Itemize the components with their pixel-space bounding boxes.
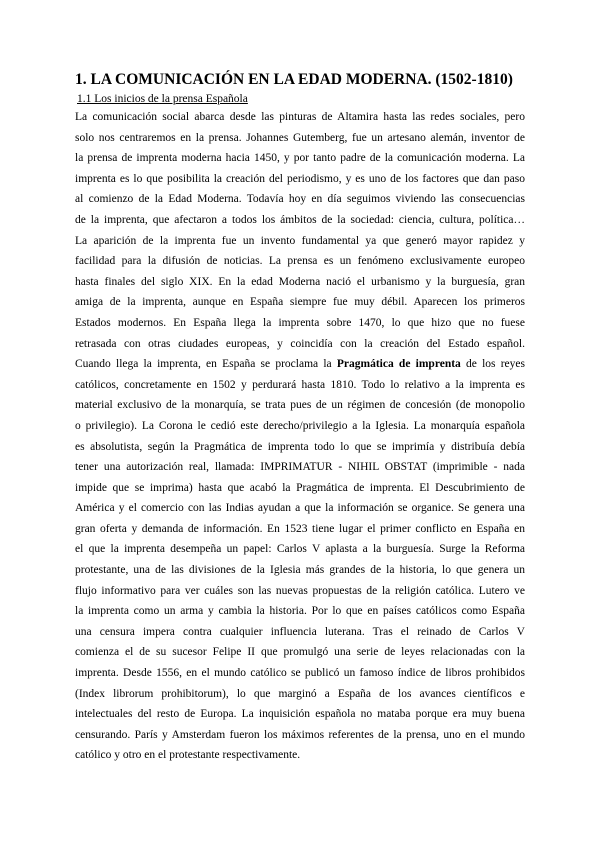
- text-line: católicos, concretamente en 1502 y perdurará hasta 1810. Todo lo relativo a la imprenta es: [75, 378, 525, 391]
- text-line: o privilegio). La Corona le cedió este derecho/privilegio a la Iglesia. La monarquía española: [75, 419, 525, 432]
- text-line: Estados modernos. En España llega la imprenta sobre 1470, lo que hizo que no fuese: [75, 316, 525, 329]
- text-line: censurando. París y Amsterdam fueron los máximos referentes de la prensa, uno en el mundo: [75, 728, 525, 741]
- text-line: imprenta. Desde 1556, en el mundo católico se publicó un famoso índice de libros prohibidos: [75, 667, 525, 680]
- text-line-with-bold: [75, 354, 525, 375]
- text-line: protestante, una de las divisiones de la Iglesia más grandes de la historia, lo que genera un: [75, 564, 525, 577]
- text-line: de la imprenta, que afectaron a todos los ámbitos de la sociedad: ciencia, cultura, política…: [75, 213, 525, 226]
- text-line: impide que se imprima) hasta que acabó la Pragmática de imprenta. El Descubrimiento de: [75, 481, 525, 494]
- text-line: retrasada con otras ciudades europeas, y coincidía con la creación del Estado español.: [75, 337, 525, 350]
- text-line: intelectuales del resto de Europa. La inquisición española no mataba porque era muy buena: [75, 708, 525, 721]
- text-line: el que la imprenta desempeña un papel: Carlos V aplasta a la burguesía. Surge la Reforma: [75, 543, 525, 556]
- text-line: La aparición de la imprenta fue un invento fundamental ya que generó mayor rapidez y: [75, 234, 525, 247]
- text-line: comienza el de su sucesor Felipe II que promulgó una serie de leyes relacionadas con la: [75, 646, 525, 659]
- text-segment: de los reyes: [460, 358, 525, 371]
- text-line: (Index librorum prohibitorum), lo que marginó a España de los avances científicos e: [75, 687, 525, 700]
- text-line: la imprenta como un arma y cambia la historia. Por lo que en países católicos como España: [75, 605, 525, 618]
- text-segment: Cuando llega la imprenta, en España se proclama la: [75, 358, 337, 371]
- text-line: la prensa de imprenta moderna hacia 1450, y por tanto padre de la comunicación moderna. La: [75, 152, 525, 165]
- section-subtitle: 1.1 Los inicios de la prensa Española: [77, 93, 248, 105]
- text-line: al comienzo de la Edad Moderna. Todavía hoy en día seguimos viviendo las consecuencias: [75, 193, 525, 206]
- text-line: solo nos centraremos en la prensa. Johannes Gutemberg, fue un artesano alemán, inventor de: [75, 131, 525, 144]
- text-line: es absolutista, según la Pragmática de imprenta todo lo que se imprimía y distribuía debía: [75, 440, 525, 453]
- text-line: hasta finales del siglo XIX. En la edad Moderna nació el urbanismo y la burguesía, gran: [75, 275, 525, 288]
- text-line: una censura impera contra cualquier influencia luterana. Tras el reinado de Carlos V: [75, 625, 525, 638]
- text-line: flujo informativo para ver cuáles son las nuevas propuestas de la religión católica. Lutero ve: [75, 584, 525, 597]
- text-line: La comunicación social abarca desde las pinturas de Altamira hasta las redes sociales, pero: [75, 111, 525, 123]
- body-paragraph: [75, 107, 525, 766]
- text-line: católico y otro en el protestante respectivamente.: [75, 749, 301, 762]
- bold-term: Pragmática de imprenta: [336, 358, 461, 371]
- text-line: amiga de la imprenta, aunque en España siempre fue muy débil. Aparecen los primeros: [75, 296, 525, 309]
- text-line: América y el comercio con las Indias ayudan a que la información se organice. Se genera una: [75, 502, 525, 515]
- page-title: 1. LA COMUNICACIÓN EN LA EDAD MODERNA. (1502-1810): [75, 71, 513, 88]
- text-line: tener una autorización real, llamada: IMPRIMATUR - NIHIL OBSTAT (imprimible - nada: [75, 461, 525, 474]
- text-line: imprenta es lo que posibilita la creación del periodismo, y es uno de los factores que dan paso: [75, 172, 525, 185]
- text-line: material exclusivo de la monarquía, se trata pues de un régimen de concesión (de monopolio: [75, 399, 525, 412]
- text-line: gran oferta y demanda de información. En 1523 tiene lugar el primer conflicto en España en: [75, 522, 525, 535]
- text-line: facilidad para la difusión de noticias. La prensa es un fenómeno exclusivamente europeo: [75, 255, 525, 268]
